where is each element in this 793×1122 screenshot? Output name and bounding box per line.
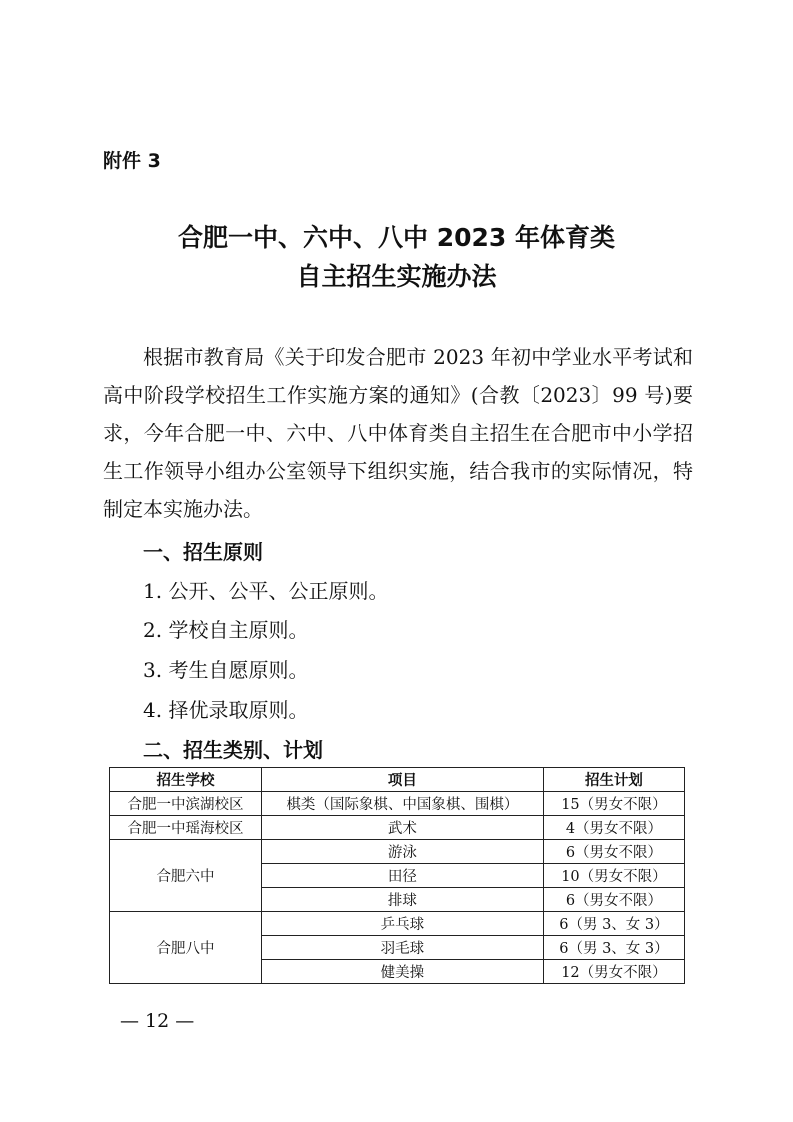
section-heading-principles: 一、招生原则 — [143, 540, 263, 564]
project-cell: 游泳 — [261, 840, 543, 864]
project-cell: 羽毛球 — [261, 936, 543, 960]
project-cell: 乒乓球 — [261, 912, 543, 936]
school-cell: 合肥八中 — [110, 912, 262, 984]
principle-item: 3. 考生自愿原则。 — [143, 658, 309, 682]
project-cell: 排球 — [261, 888, 543, 912]
column-header-plan: 招生计划 — [543, 768, 684, 792]
table-row — [110, 912, 685, 936]
plan-cell: 10（男女不限） — [543, 864, 684, 888]
column-header-project: 项目 — [261, 768, 543, 792]
principle-item: 4. 择优录取原则。 — [143, 698, 309, 722]
principle-item: 1. 公开、公平、公正原则。 — [143, 579, 389, 603]
plan-cell: 4（男女不限） — [543, 816, 684, 840]
project-cell: 健美操 — [261, 960, 543, 984]
plan-cell: 15（男女不限） — [543, 792, 684, 816]
attachment-label: 附件 3 — [103, 150, 161, 172]
section-heading-categories: 二、招生类别、计划 — [143, 738, 323, 762]
enrollment-plan-table — [109, 767, 685, 984]
school-cell: 合肥六中 — [110, 840, 262, 912]
plan-cell: 6（男 3、女 3） — [543, 936, 684, 960]
document-title-line-1: 合肥一中、六中、八中 2023 年体育类 — [178, 223, 615, 252]
plan-cell: 12（男女不限） — [543, 960, 684, 984]
table-row — [110, 840, 685, 864]
plan-cell: 6（男女不限） — [543, 840, 684, 864]
column-header-school: 招生学校 — [110, 768, 262, 792]
project-cell: 武术 — [261, 816, 543, 840]
project-cell: 棋类（国际象棋、中国象棋、围棋） — [261, 792, 543, 816]
school-cell: 合肥一中滨湖校区 — [110, 792, 262, 816]
table-row — [110, 816, 685, 840]
project-cell: 田径 — [261, 864, 543, 888]
table-row — [110, 792, 685, 816]
intro-paragraph: 根据市教育局《关于印发合肥市 2023 年初中学业水平考试和高中阶段学校招生工作实施方案的通知》(合教〔2023〕99 号)要求，今年合肥一中、六中、八中体育类自主招生在合肥市中小学招生工作领导小组办公室领导下组织实施，结合我市的实际情况，特制定本实施办法。 — [103, 345, 693, 521]
school-cell: 合肥一中瑶海校区 — [110, 816, 262, 840]
page-number: — 12 — — [120, 1010, 195, 1032]
principle-item: 2. 学校自主原则。 — [143, 618, 309, 642]
table-header-row — [110, 768, 685, 792]
plan-cell: 6（男女不限） — [543, 888, 684, 912]
document-title-line-2: 自主招生实施办法 — [296, 262, 497, 291]
plan-cell: 6（男 3、女 3） — [543, 912, 684, 936]
